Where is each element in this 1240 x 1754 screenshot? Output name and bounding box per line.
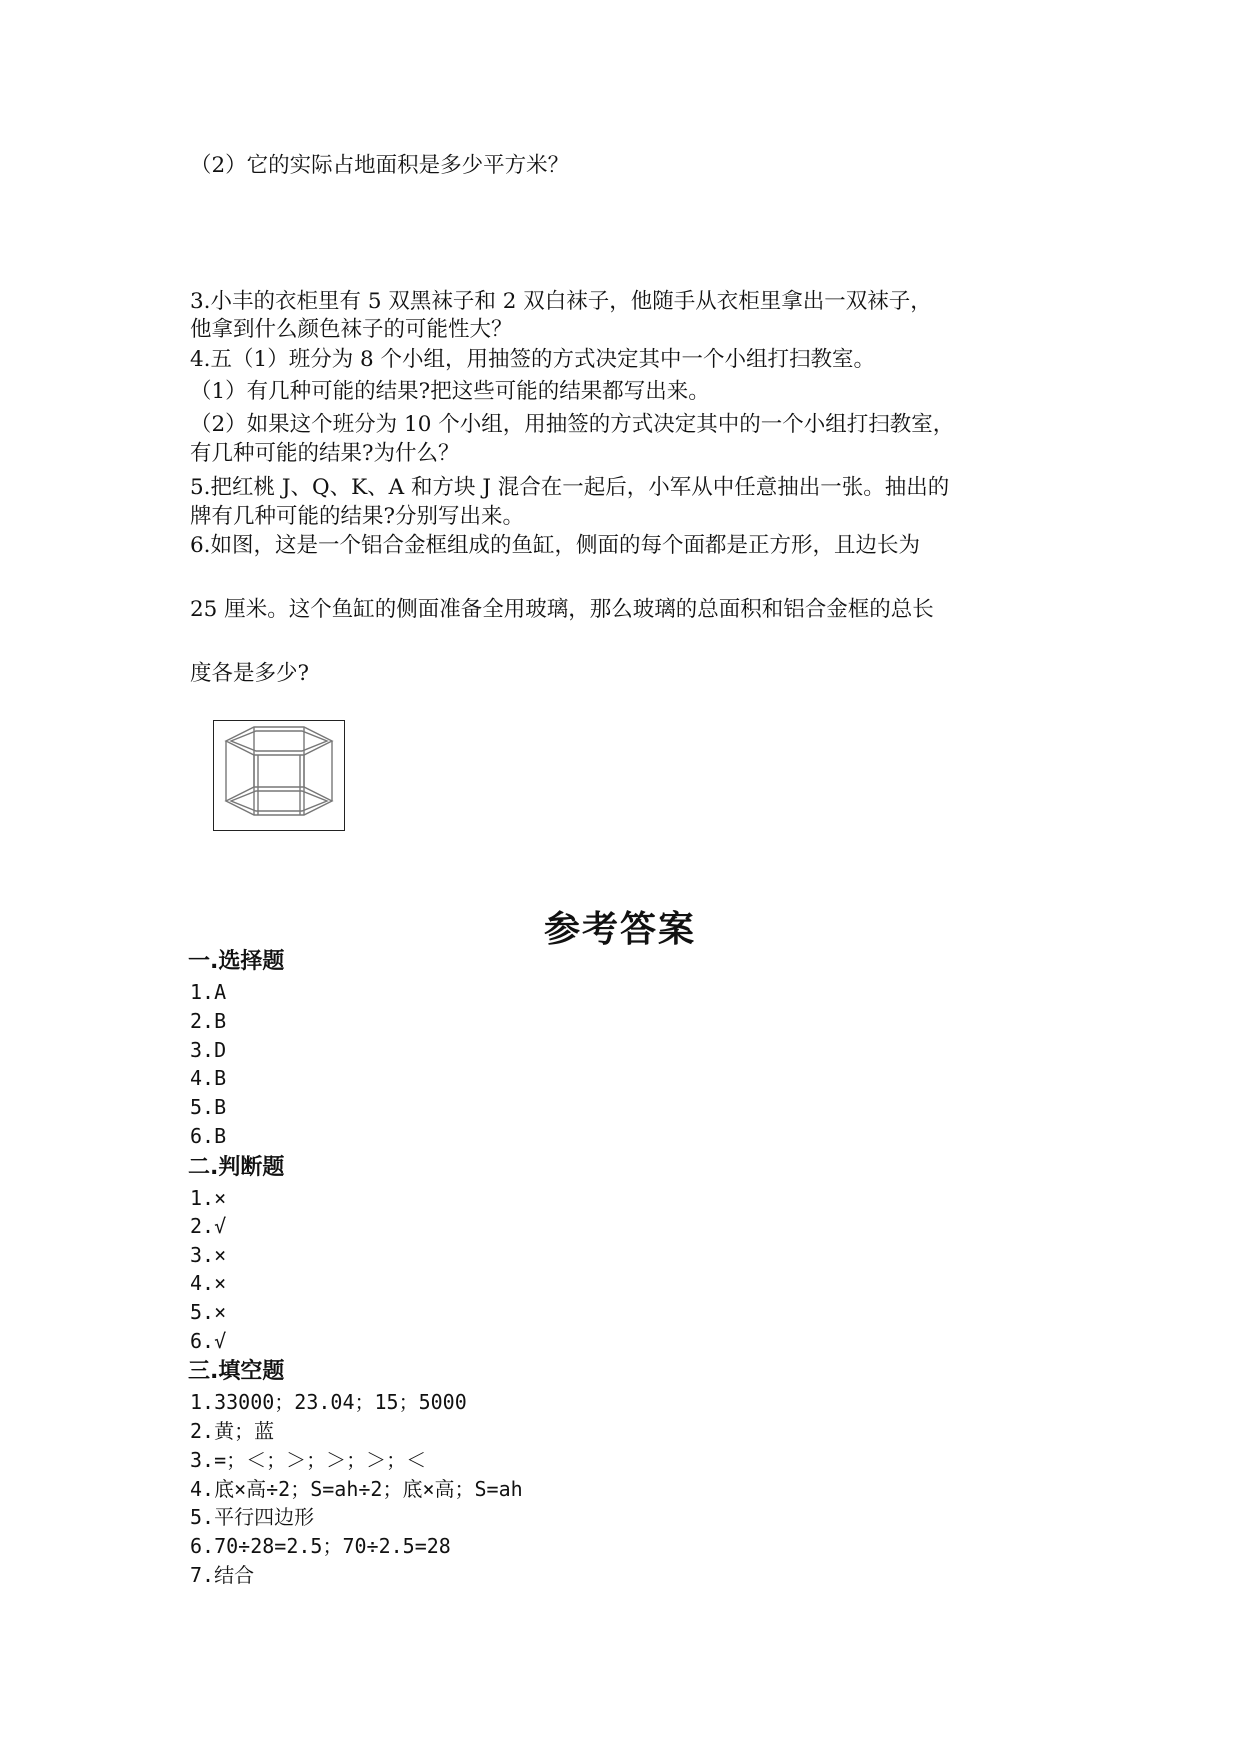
question-6-line-3: 度各是多少? bbox=[190, 661, 310, 686]
answers-title: 参考答案 bbox=[543, 909, 696, 950]
answer-item: 5.× bbox=[190, 1300, 227, 1324]
question-5-line-1: 5.把红桃 J、Q、K、A 和方块 J 混合在一起后，小军从中任意抽出一张。抽出的 bbox=[190, 475, 950, 500]
answer-item: 5.B bbox=[190, 1095, 227, 1119]
fish-tank-drawing bbox=[214, 721, 344, 830]
answer-item: 2.B bbox=[190, 1009, 227, 1033]
question-3-line-2: 他拿到什么颜色袜子的可能性大？ bbox=[190, 317, 513, 342]
answer-item: 3.=；＜；＞；＞；＞；＜ bbox=[190, 1448, 427, 1472]
fish-tank-figure bbox=[213, 720, 345, 831]
question-4-part-2-line-1: （2）如果这个班分为 10 个小组，用抽签的方式决定其中的一个小组打扫教室， bbox=[190, 412, 955, 437]
answer-item: 3.× bbox=[190, 1243, 227, 1267]
answer-item: 4.B bbox=[190, 1066, 227, 1090]
answer-item: 4.× bbox=[190, 1271, 227, 1295]
question-5-line-2: 牌有几种可能的结果?分别写出来。 bbox=[190, 504, 525, 529]
answer-item: 1.33000；23.04；15；5000 bbox=[190, 1390, 467, 1414]
answer-item: 1.× bbox=[190, 1186, 227, 1210]
question-6-line-1: 6.如图，这是一个铝合金框组成的鱼缸，侧面的每个面都是正方形，且边长为 bbox=[190, 533, 921, 558]
question-3-line-1: 3.小丰的衣柜里有 5 双黑袜子和 2 双白袜子，他随手从衣柜里拿出一双袜子， bbox=[190, 289, 932, 314]
answer-item: 5.平行四边形 bbox=[190, 1505, 315, 1529]
section-2-heading: 二.判断题 bbox=[188, 1155, 285, 1180]
question-4-part-2-line-2: 有几种可能的结果?为什么？ bbox=[190, 441, 460, 466]
question-4-line-1: 4.五（1）班分为 8 个小组，用抽签的方式决定其中一个小组打扫教室。 bbox=[190, 347, 876, 372]
question-6-line-2: 25 厘米。这个鱼缸的侧面准备全用玻璃，那么玻璃的总面积和铝合金框的总长 bbox=[190, 597, 934, 622]
answer-item: 2.√ bbox=[190, 1214, 227, 1238]
answer-item: 4.底×高÷2；S=ah÷2；底×高；S=ah bbox=[190, 1477, 523, 1501]
answer-item: 3.D bbox=[190, 1038, 227, 1062]
answer-item: 7.结合 bbox=[190, 1563, 255, 1587]
answer-item: 2.黄；蓝 bbox=[190, 1419, 275, 1443]
section-3-heading: 三.填空题 bbox=[188, 1359, 285, 1384]
answer-item: 6.√ bbox=[190, 1329, 227, 1353]
answer-item: 6.70÷28=2.5；70÷2.5=28 bbox=[190, 1534, 451, 1558]
question-2-part-2: （2）它的实际占地面积是多少平方米？ bbox=[190, 153, 570, 178]
section-1-heading: 一.选择题 bbox=[188, 949, 285, 974]
answer-item: 6.B bbox=[190, 1124, 227, 1148]
question-4-part-1: （1）有几种可能的结果?把这些可能的结果都写出来。 bbox=[190, 379, 710, 404]
answer-item: 1.A bbox=[190, 980, 227, 1004]
